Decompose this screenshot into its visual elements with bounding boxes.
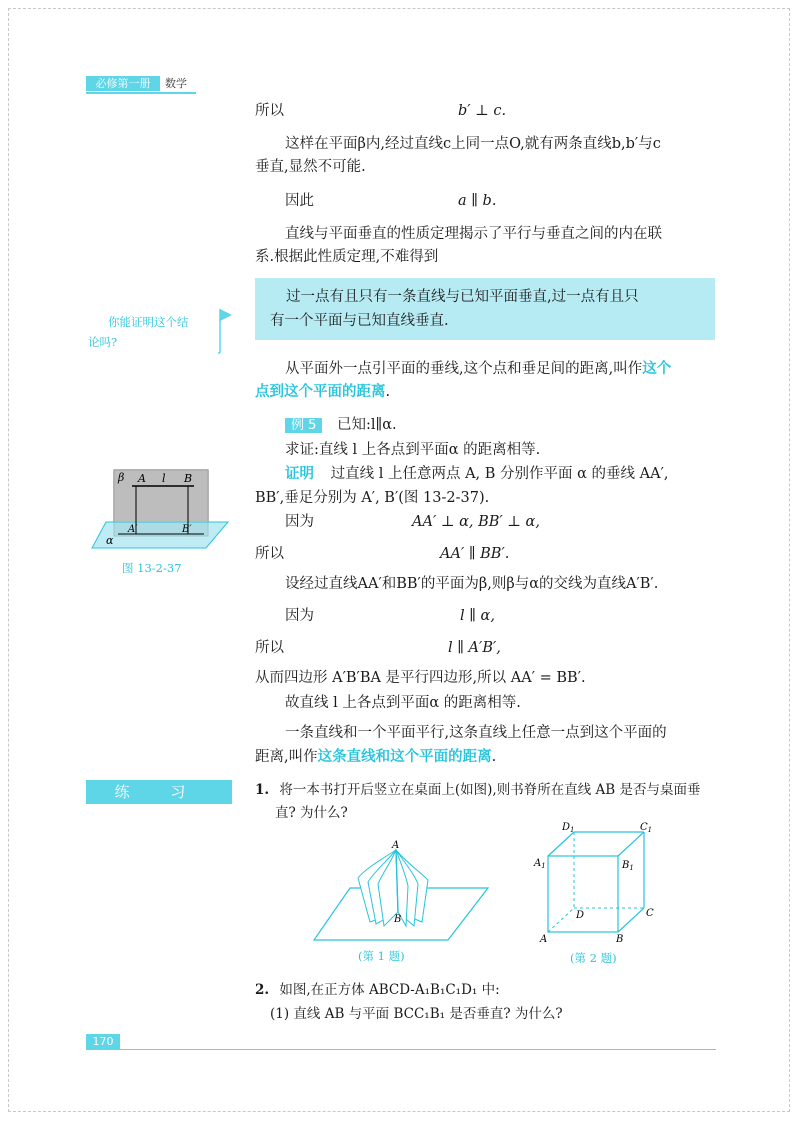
question-number: 2. xyxy=(255,982,270,998)
distance-term: 这个 xyxy=(642,361,672,377)
plane-beta-upper xyxy=(114,470,208,522)
text-line: 所以 xyxy=(255,546,284,562)
question-number: 1. xyxy=(255,782,270,798)
cube-edge xyxy=(548,832,574,856)
text-line: 直线与平面垂直的性质定理揭示了平行与垂直之间的内在联 xyxy=(285,226,662,242)
header-book-tag: 必修第一册 xyxy=(86,76,160,91)
figure-q1-book xyxy=(310,840,490,950)
question-text: 将一本书打开后竖立在桌面上(如图),则书脊所在直线 AB 是否与桌面垂 xyxy=(279,782,701,798)
footer-rule xyxy=(120,1049,716,1050)
text-line xyxy=(255,746,496,768)
cube-edge xyxy=(618,908,644,932)
cube-edge xyxy=(618,832,644,856)
text-line: 设经过直线AA′和BB′的平面为β,则β与α的交线为直线A′B′. xyxy=(285,576,659,592)
flag-icon xyxy=(218,307,238,355)
cube-hidden-edge xyxy=(548,908,574,932)
math-line: l ∥ A′B′, xyxy=(448,640,501,656)
label-D1: $D_1$ xyxy=(562,822,575,834)
text-line: 因此 xyxy=(285,193,314,209)
question-1 xyxy=(255,779,700,801)
label-A1: $A_1$ xyxy=(534,858,546,870)
text-line: 故直线 l 上各点到平面α 的距离相等. xyxy=(285,695,521,711)
label-A: A xyxy=(138,472,146,485)
theorem-line-1: 过一点有且只有一条直线与已知平面垂直,过一点有且只 xyxy=(286,289,639,305)
math-line: b′ ⊥ c. xyxy=(458,103,507,119)
label-B: B xyxy=(184,472,193,485)
figure-caption: (第 2 题) xyxy=(570,951,617,965)
label-D: D xyxy=(576,910,585,921)
theorem-line-2: 有一个平面与已知直线垂直. xyxy=(270,313,449,329)
distance-def-text: 从平面外一点引平面的垂线,这个点和垂足间的距离,叫作 xyxy=(285,361,643,377)
text-line: 一条直线和一个平面平行,这条直线上任意一点到这个平面的 xyxy=(285,725,667,741)
margin-note-line-1: 你能证明这个结 xyxy=(108,315,189,329)
label-alpha: α xyxy=(106,534,114,547)
math-line: AA′ ∥ BB′. xyxy=(440,546,510,562)
text-line: 因为 xyxy=(285,514,314,530)
question-text: 如图,在正方体 ABCD-A₁B₁C₁D₁ 中: xyxy=(279,982,500,998)
example-tag: 例 5 xyxy=(285,418,322,433)
example-given-text: 已知:l∥α. xyxy=(337,417,397,433)
proof-line xyxy=(285,463,669,485)
text-line xyxy=(255,381,390,403)
header-rule xyxy=(86,92,196,94)
math-line: a ∥ b. xyxy=(458,193,497,209)
label-B: B xyxy=(616,934,624,945)
figure-13-2-37 xyxy=(88,462,238,557)
label-B1: B′ xyxy=(182,524,192,535)
figure-q2-cube xyxy=(530,818,670,948)
text-line: 所以 xyxy=(255,640,284,656)
label-C: C xyxy=(646,908,654,919)
label-B1: $B_1$ xyxy=(622,860,634,872)
label-C1: $C_1$ xyxy=(640,822,653,834)
label-l: l xyxy=(162,472,166,485)
text: 距离,叫作 xyxy=(255,749,318,765)
proof-tag: 证明 xyxy=(285,466,314,482)
text-line: 所以 xyxy=(255,103,284,119)
label-A: A xyxy=(392,840,400,851)
theorem-text xyxy=(270,285,639,333)
label-beta: β xyxy=(118,471,125,484)
margin-note-line-2: 论吗? xyxy=(88,335,118,349)
label-B: B xyxy=(394,914,402,925)
math-line: l ∥ α, xyxy=(460,608,495,624)
example-given xyxy=(285,414,397,437)
distance-term: 这条直线和这个平面的距离 xyxy=(317,749,492,765)
text-line: 从而四边形 A′B′BA 是平行四边形,所以 AA′ = BB′. xyxy=(255,670,586,686)
text-line: 系.根据此性质定理,不难得到 xyxy=(255,249,439,265)
label-A: A xyxy=(540,934,548,945)
period: . xyxy=(385,384,391,400)
proof-line: BB′,垂足分别为 A′, B′(图 13-2-37). xyxy=(255,490,490,506)
period: . xyxy=(491,749,497,765)
text-line: 这样在平面β内,经过直线c上同一点O,就有两条直线b,b′与c xyxy=(285,136,661,152)
label-A1: A′ xyxy=(128,524,138,535)
margin-note xyxy=(88,312,189,352)
figure-caption: 图 13-2-37 xyxy=(122,561,182,575)
page-number: 170 xyxy=(86,1034,120,1050)
example-prove: 求证:直线 l 上各点到平面α 的距离相等. xyxy=(285,442,541,458)
exercise-title: 练 习 xyxy=(86,780,232,804)
proof-text: 过直线 l 上任意两点 A, B 分别作平面 α 的垂线 AA′, xyxy=(330,466,669,482)
figure-caption: (第 1 题) xyxy=(358,949,405,963)
question-2 xyxy=(255,979,500,1001)
header-subject: 数学 xyxy=(165,77,187,90)
distance-term: 点到这个平面的距离 xyxy=(255,384,386,400)
math-line: AA′ ⊥ α, BB′ ⊥ α, xyxy=(412,514,540,530)
text-line xyxy=(285,358,671,380)
question-1-line-2: 直? 为什么? xyxy=(275,805,348,821)
text-line: 因为 xyxy=(285,608,314,624)
text-line: 垂直,显然不可能. xyxy=(255,159,366,175)
question-2-part-1: (1) 直线 AB 与平面 BCC₁B₁ 是否垂直? 为什么? xyxy=(270,1006,563,1022)
